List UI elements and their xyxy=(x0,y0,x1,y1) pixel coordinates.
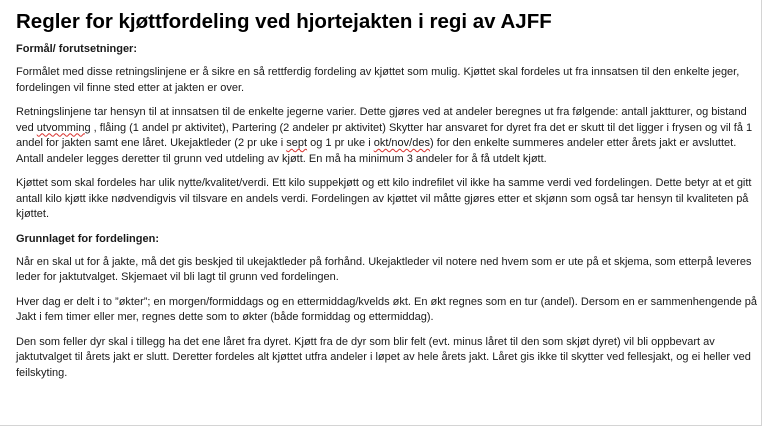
paragraph-guidelines xyxy=(16,105,760,167)
text-run: og 1 pr uke i xyxy=(307,137,374,149)
paragraph-meat-quality: Kjøttet som skal fordeles har ulik nytte/kvalitet/verdi. Ett kilo suppekjøtt og ett kilo indrefilet vil ikke ha samme verdi ved fordelingen. Dette betyr at et gitt antall kilo kjøtt ikke nødvendigvis vil tilsvare en andels verdi. Fordelingen av kjøttet vil måtte gjøres etter et skjønn som også tar hensyn til kvaliteten på kjøttet. xyxy=(16,177,752,220)
section-heading-purpose: Formål/ forutsetninger: xyxy=(16,43,138,55)
paragraph-sessions: Hver dag er delt i to ”økter”; en morgen/formiddags og en ettermiddag/kvelds økt. En økt regnes som en tur (andel). Dersom en er sammenhengende på Jakt i fem timer eller mer, regnes dette som to økter (både formiddag og ettermiddag). xyxy=(16,295,758,323)
paragraph-shooter-thigh: Den som feller dyr skal i tillegg ha det ene låret fra dyret. Kjøtt fra de dyr som blir felt (evt. minus låret til den som skjøt dyret) vil bli oppbevart av jaktutvalget til årets jakt er slutt. Deretter fordeles alt kjøttet utfra andeler i løpet av hele årets jakt. Låret gis ikke til skytter ved fellesjakt, og ei heller ved feilskyting. xyxy=(16,335,751,379)
misspelled-word: okt/nov/des xyxy=(373,137,430,149)
paragraph-notify-leader: Når en skal ut for å jakte, må det gis beskjed til ukejaktleder på forhånd. Ukejaktleder vil notere ned hvem som er ute på et skjema, som etterpå leveres leder for jaktutvalget. Skjemaet vil bli lagt til grunn ved fordelingen. xyxy=(16,255,752,283)
text-run: , flåing (1 andel pr aktivitet), Partering (2 andeler pr aktivitet) Skytter har ansvaret for dyret fra det er skutt til det ligger i frysen og vil få 1 andel for jakten samt ene låret. Ukejaktleder (2 pr uke i xyxy=(16,121,753,149)
misspelled-word: utvomming xyxy=(36,121,91,134)
document-title: Regler for kjøttfordeling ved hjortejakten i regi av AJFF xyxy=(16,10,552,33)
text-run: ) for den enkelte summeres andeler etter årets jakt er avsluttet. Antall andeler legges deretter til grunn ved utdeling av kjøtt. En må ha minimum 3 andeler for å få utdelt kjøtt. xyxy=(16,137,737,165)
text-run: Retningslinjene tar hensyn til at innsatsen til de enkelte jegerne varier. Dette gjøres ved at andeler beregnes ut fra følgende: antall jaktturer, og bistand ved xyxy=(16,106,747,134)
paragraph-purpose: Formålet med disse retningslinjene er å sikre en så rettferdig fordeling av kjøttet som mulig. Kjøttet skal fordeles ut fra innsatsen til den enkelte jeger, fordelingen vil finne sted etter at jakten er over. xyxy=(16,66,740,94)
section-heading-basis: Grunnlaget for fordelingen: xyxy=(16,232,159,245)
misspelled-word: sept xyxy=(286,137,308,149)
document-body xyxy=(16,10,760,381)
